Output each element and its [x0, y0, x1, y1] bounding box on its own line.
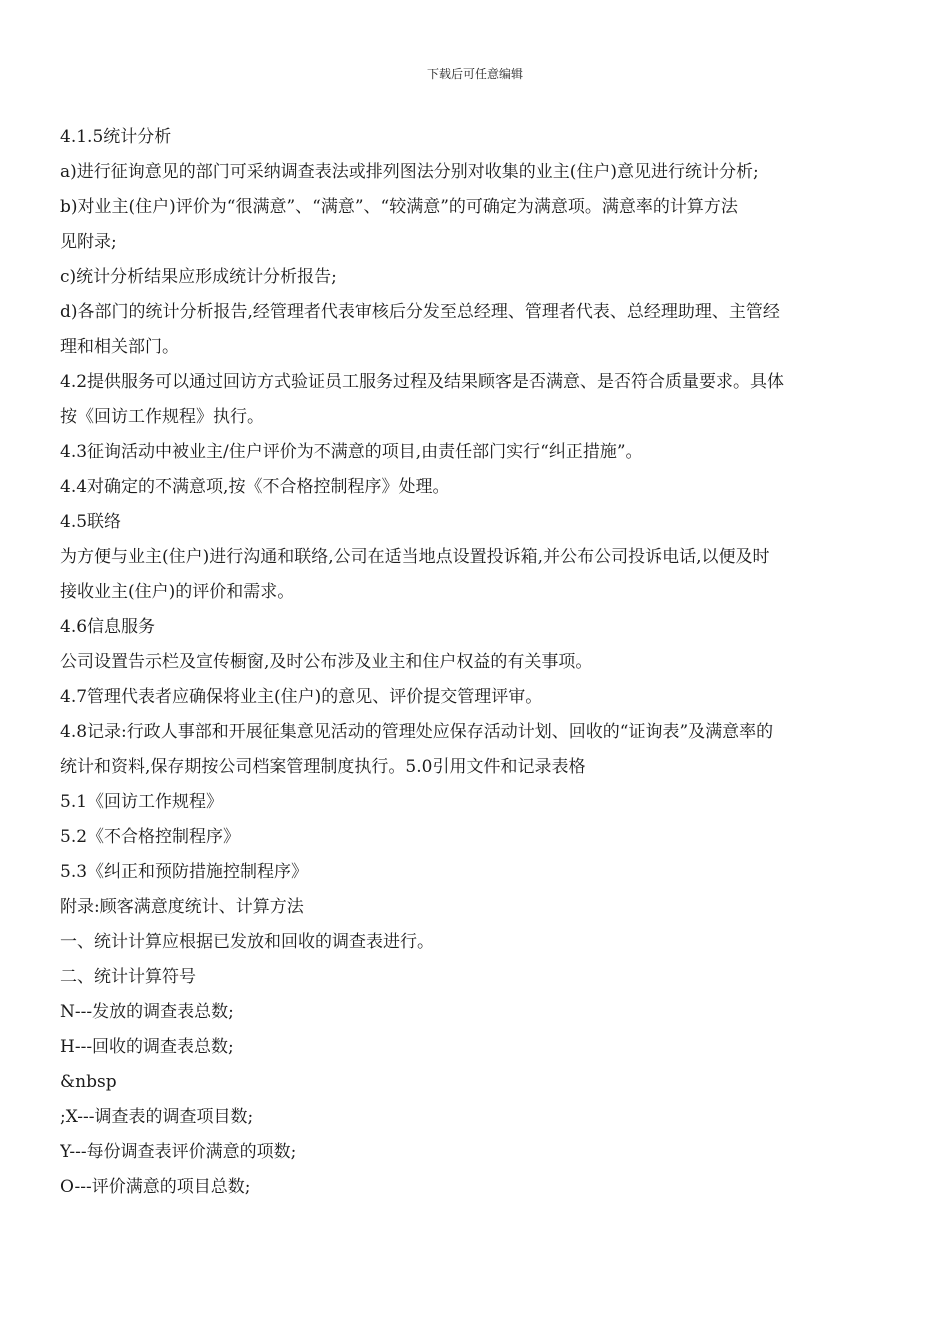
paragraph-line: 按《回访工作规程》执行。	[60, 407, 264, 427]
paragraph-line: 见附录;	[60, 232, 117, 252]
appendix-item-1: 一、统计计算应根据已发放和回收的调查表进行。	[60, 932, 434, 952]
section-4-3: 4.3征询活动中被业主/住户评价为不满意的项目,由责任部门实行“纠正措施”。	[60, 442, 643, 462]
section-4-2: 4.2提供服务可以通过回访方式验证员工服务过程及结果顾客是否满意、是否符合质量要求。具体	[60, 372, 785, 392]
paragraph-line: 为方便与业主(住户)进行沟通和联络,公司在适当地点设置投诉箱,并公布公司投诉电话,以便及时	[60, 547, 770, 567]
paragraph-line: d)各部门的统计分析报告,经管理者代表审核后分发至总经理、管理者代表、总经理助理、主管经	[60, 302, 780, 322]
section-heading-4-1-5: 4.1.5统计分析	[60, 127, 172, 147]
page-header: 下载后可任意编辑	[426, 67, 523, 81]
paragraph-line: 理和相关部门。	[60, 337, 179, 357]
reference-5-1: 5.1《回访工作规程》	[60, 792, 224, 812]
symbol-definition: O---评价满意的项目总数;	[60, 1177, 251, 1197]
appendix-heading: 附录:顾客满意度统计、计算方法	[60, 897, 304, 917]
appendix-item-2: 二、统计计算符号	[60, 967, 196, 987]
symbol-definition: Y---每份调查表评价满意的项数;	[60, 1142, 297, 1162]
document-body	[60, 120, 892, 1205]
paragraph-line: 公司设置告示栏及宣传橱窗,及时公布涉及业主和住户权益的有关事项。	[60, 652, 593, 672]
paragraph-line: 统计和资料,保存期按公司档案管理制度执行。5.0引用文件和记录表格	[60, 757, 586, 777]
paragraph-line: c)统计分析结果应形成统计分析报告;	[60, 267, 337, 287]
section-4-7: 4.7管理代表者应确保将业主(住户)的意见、评价提交管理评审。	[60, 687, 543, 707]
paragraph-line: b)对业主(住户)评价为“很满意”、“满意”、“较满意”的可确定为满意项。满意率的计算方法	[60, 197, 738, 217]
paragraph-line: a)进行征询意见的部门可采纳调查表法或排列图法分别对收集的业主(住户)意见进行统计分析;	[60, 162, 759, 182]
stray-entity-text: &nbsp	[60, 1072, 117, 1092]
symbol-definition: N---发放的调查表总数;	[60, 1002, 234, 1022]
reference-5-2: 5.2《不合格控制程序》	[60, 827, 241, 847]
section-heading-4-6: 4.6信息服务	[60, 617, 156, 637]
section-heading-4-5: 4.5联络	[60, 512, 122, 532]
reference-5-3: 5.3《纠正和预防措施控制程序》	[60, 862, 309, 882]
section-4-4: 4.4对确定的不满意项,按《不合格控制程序》处理。	[60, 477, 450, 497]
symbol-definition: H---回收的调查表总数;	[60, 1037, 234, 1057]
symbol-definition: ;X---调查表的调查项目数;	[60, 1107, 254, 1127]
paragraph-line: 接收业主(住户)的评价和需求。	[60, 582, 295, 602]
section-4-8: 4.8记录:行政人事部和开展征集意见活动的管理处应保存活动计划、回收的“证询表”及满意率的	[60, 722, 774, 742]
